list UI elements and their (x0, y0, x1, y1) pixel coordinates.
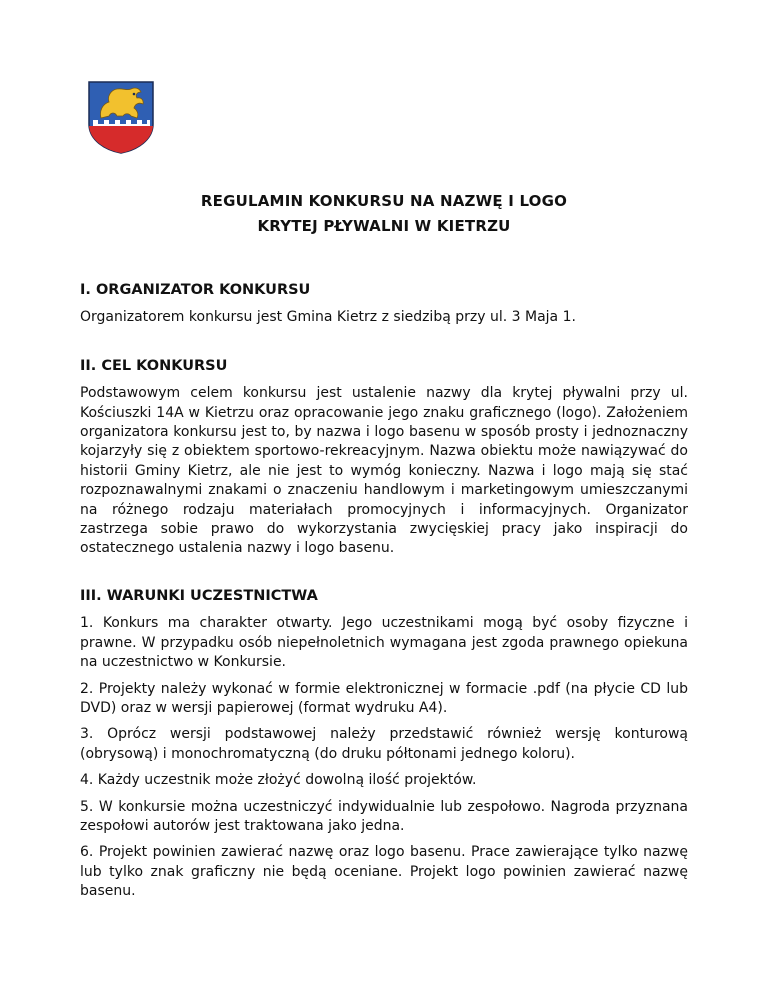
section-heading: III. WARUNKI UCZESTNICTWA (80, 587, 318, 604)
list-item: 4. Każdy uczestnik może złożyć dowolną ilość projektów. (80, 772, 477, 789)
section-heading: II. CEL KONKURSU (80, 357, 228, 374)
document-title-line2: KRYTEJ PŁYWALNI W KIETRZU (257, 217, 511, 235)
document-body (80, 281, 688, 909)
section-cel (80, 357, 688, 559)
list-item: 1. Konkurs ma charakter otwarty. Jego uczestnikami mogą być osoby fizyczne i prawne. W przypadku osób niepełnoletnich wymagana jest zgoda prawnego opiekuna na uczestnictwo w Konkursie. (80, 615, 688, 671)
section-warunki (80, 587, 688, 902)
kietrz-crest-icon (87, 80, 155, 154)
section-heading: I. ORGANIZATOR KONKURSU (80, 282, 311, 298)
document-title-line1: REGULAMIN KONKURSU NA NAZWĘ I LOGO (200, 192, 568, 210)
list-item: 5. W konkursie można uczestniczyć indywidualnie lub zespołowo. Nagroda przyznana zespołowi autorów jest traktowana jako jedna. (80, 798, 688, 834)
list-item: 2. Projekty należy wykonać w formie elektronicznej w formacie .pdf (na płycie CD lub DVD) oraz w wersji papierowej (format wydruku A4). (80, 680, 688, 716)
section-paragraph: Organizatorem konkursu jest Gmina Kietrz z siedzibą przy ul. 3 Maja 1. (80, 309, 576, 326)
section-paragraph: Podstawowym celem konkursu jest ustalenie nazwy dla krytej pływalni przy ul. Kościuszki 14A w Kietrzu oraz opracowanie jego znaku graficznego (logo). Założeniem organizatora konkursu jest to, by nazwa i logo basenu w sposób prosty i jednoznaczny kojarzyły się z obiektem sportowo-rekreacyjnym. Nazwa obiektu może nawiązywać do historii Gminy Kietrz, ale nie jest to wymóg konieczny. Nazwa i logo mają się stać rozpoznawalnymi znakami o znaczeniu handlowym i marketingowym umieszczanymi na różnego rodzaju materiałach promocyjnych i informacyjnych. Organizator zastrzega sobie prawo do wykorzystania zwycięskiej pracy jako inspiracji do ostatecznego ustalenia nazwy i logo basenu. (80, 385, 688, 557)
list-item: 6. Projekt powinien zawierać nazwę oraz logo basenu. Prace zawierające tylko nazwę lub tylko znak graficzny nie będą oceniane. Projekt logo powinien zawierać nazwę basenu. (80, 844, 688, 900)
list-item: 3. Oprócz wersji podstawowej należy przedstawić również wersję konturową (obrysową) i monochromatyczną (do druku półtonami jednego koloru). (80, 726, 688, 762)
section-organizator (80, 281, 688, 328)
